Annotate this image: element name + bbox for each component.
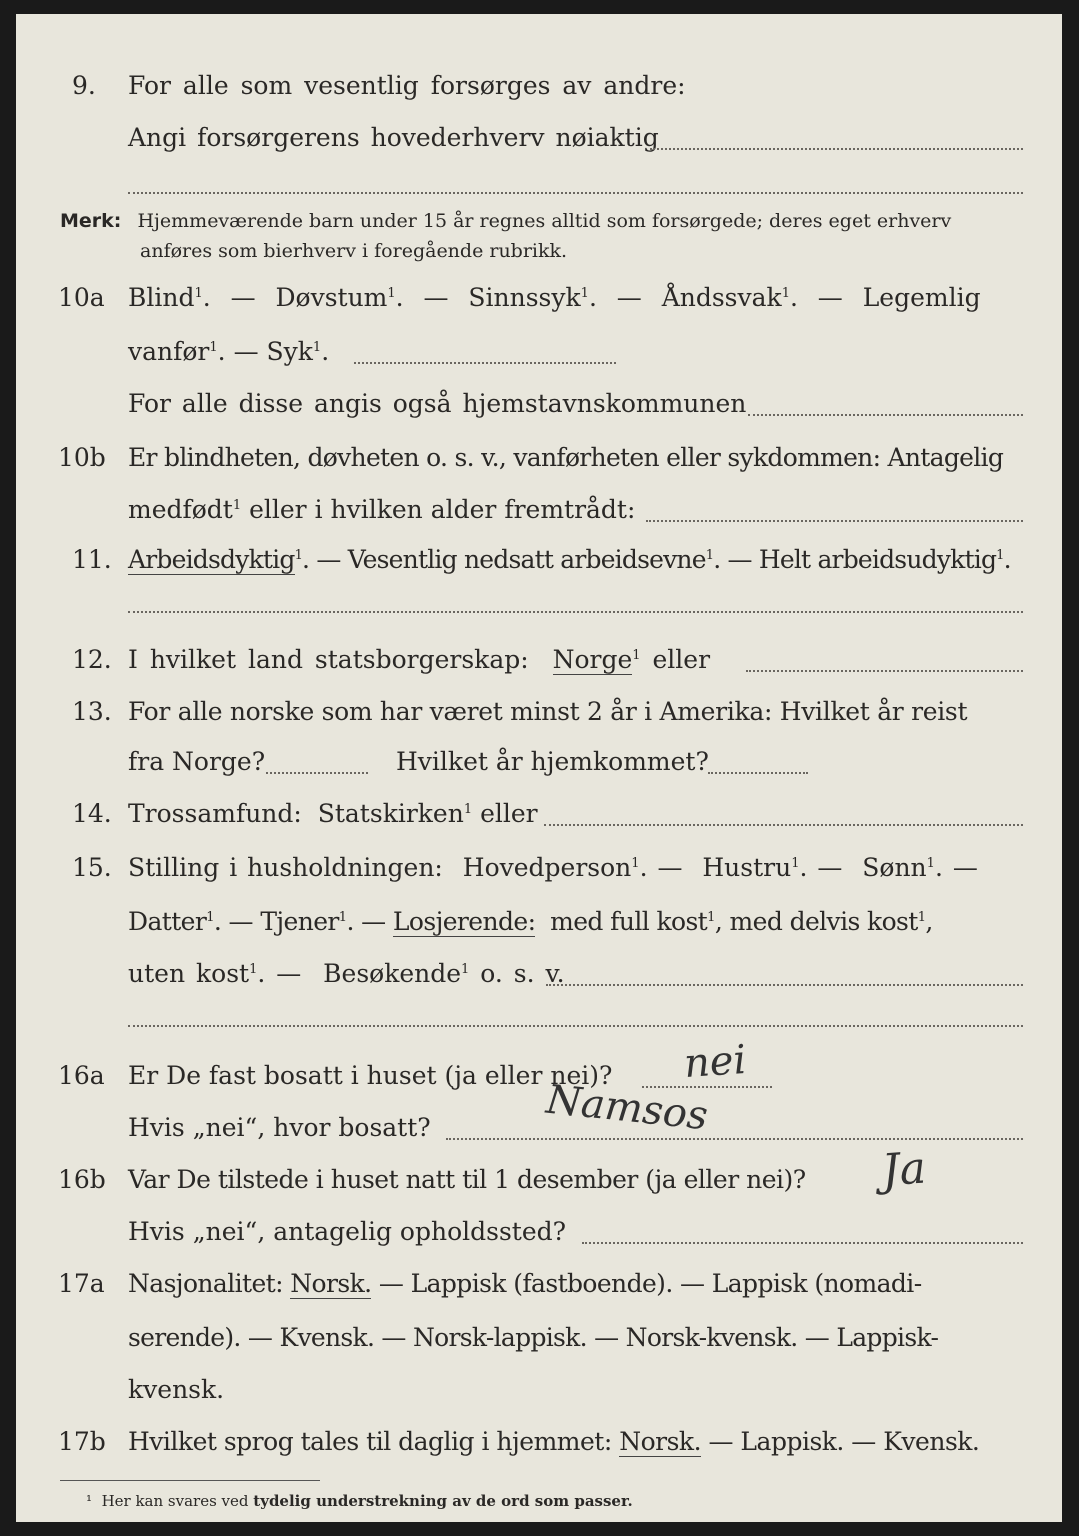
q14-text: Trossamfund: <box>128 799 302 828</box>
q10a-options-2: vanfør$^1$. — Syk$^1$. <box>128 337 330 366</box>
note-text-1: Hjemmeværende barn under 15 år regnes alltid som forsørgede; deres eget erhverv <box>137 210 952 232</box>
q15-options-1: Stilling i husholdningen: Hovedperson$^1$. — Hustru$^1$. — Sønn$^1$. — <box>128 853 978 882</box>
q12-opt-norge: Norge <box>552 645 633 674</box>
q11-options: Arbeidsdyktig$^1$. — Vesentlig nedsatt arbeidsevne$^1$. — Helt arbeidsudyktig$^1$. <box>128 545 1011 574</box>
q16b-number: 16b <box>58 1165 106 1194</box>
q16b-line2 <box>16 1212 1062 1252</box>
q16b-handwritten-answer: Ja <box>880 1142 928 1197</box>
q17b-opt-norsk: Norsk. <box>619 1427 702 1456</box>
footnote-text-1: Her kan svares ved <box>101 1492 249 1510</box>
q10b-question: Er blindheten, døvheten o. s. v., vanførheten eller sykdommen: Antagelig <box>128 443 1004 472</box>
q12-number: 12. <box>72 645 112 674</box>
q14-line <box>16 794 1062 834</box>
q15-opt-delvis-kost: med delvis kost <box>729 907 918 936</box>
q13-line1 <box>16 692 1062 732</box>
q11-opt-arbeidsdyktig: Arbeidsdyktig <box>128 545 295 574</box>
q10a-opt-blind: Blind <box>128 283 195 312</box>
q15-opt-tjener: Tjener <box>260 907 339 936</box>
q16b-question: Var De tilstede i huset natt til 1 desember (ja eller nei)? <box>128 1165 806 1194</box>
q17a-options-2: serende). — Kvensk. — Norsk-lappisk. — Norsk-kvensk. — Lappisk- <box>128 1323 939 1352</box>
q17a-options-3: kvensk. <box>128 1375 225 1404</box>
q13-question: For alle norske som har været minst 2 år i Amerika: Hvilket år reist <box>128 697 968 726</box>
q10a-line2 <box>16 332 1062 372</box>
q10a-opt-andssvak: Åndssvak <box>661 283 782 312</box>
note-block <box>60 206 1050 266</box>
q15-line3 <box>16 954 1062 994</box>
q14-text-2: eller <box>480 799 538 828</box>
q13-question-2b: Hvilket år hjemkommet? <box>396 747 709 776</box>
q15-line2 <box>16 902 1062 942</box>
q15-answer-line[interactable] <box>546 984 1023 986</box>
q15-opt-datter: Datter <box>128 907 207 936</box>
footnote-mark: ¹ <box>86 1492 93 1510</box>
q17a-line3 <box>16 1370 1062 1410</box>
q17b-options-rest: — Lappisk. — Kvensk. <box>708 1427 980 1456</box>
q15-opt-losjerende: Losjerende: <box>392 907 536 936</box>
q12-text-2: eller <box>652 645 711 674</box>
q9-answer-line-2[interactable] <box>128 192 1023 194</box>
q16a-question-2: Hvis „nei“, hvor bosatt? <box>128 1113 431 1142</box>
q17b-number: 17b <box>58 1427 106 1456</box>
q10a-line1 <box>16 278 1062 318</box>
q15-opt-hustru: Hustru <box>702 853 792 882</box>
q16b-line1 <box>16 1142 1062 1200</box>
q14-number: 14. <box>72 799 112 828</box>
q17b-options <box>128 1422 979 1462</box>
q13-year-returned-line[interactable] <box>708 772 808 774</box>
q10a-answer-line[interactable] <box>354 362 616 364</box>
q17a-opt-norsk: Norsk. <box>290 1269 372 1298</box>
q17a-number: 17a <box>58 1269 105 1298</box>
q10a-opt-vanfor: vanfør <box>128 337 210 366</box>
q16a-handwritten-residence: Namsos <box>544 1076 710 1140</box>
q15-line1 <box>16 848 1062 888</box>
q17b-line <box>16 1422 1062 1462</box>
q14-opt-statskirken: Statskirken <box>317 799 464 828</box>
q17a-line2 <box>16 1318 1062 1358</box>
q15-options-3: uten kost$^1$. — Besøkende$^1$ o. s. v. <box>128 959 565 988</box>
q15-opt-hovedperson: Hovedperson <box>462 853 632 882</box>
footnote-text-2: tydelig understrekning av de ord som passer. <box>253 1492 633 1510</box>
q9-question-2: Angi forsørgerens hovederhverv nøiaktig <box>128 123 659 152</box>
q9-line1 <box>16 66 1062 106</box>
q12-text: I hvilket land statsborgerskap: <box>128 645 529 674</box>
q13-line2 <box>16 742 1062 782</box>
q15-opt-full-kost: med full kost <box>550 907 708 936</box>
q15-text: Stilling i husholdningen: <box>128 853 443 882</box>
q17b-text: Hvilket sprog tales til daglig i hjemmet: <box>128 1427 612 1456</box>
q10b-answer-line[interactable] <box>646 520 1023 522</box>
q10a-line3 <box>16 384 1062 424</box>
q12-answer-line[interactable] <box>746 670 1023 672</box>
q10a-options: Blind$^1$. — Døvstum$^1$. — Sinnssyk$^1$. — Åndssvak$^1$. — Legemlig <box>128 283 981 312</box>
q16a-line2 <box>16 1076 1062 1148</box>
q16b-question-2: Hvis „nei“, antagelig opholdssted? <box>128 1217 567 1246</box>
q10b-line1 <box>16 438 1062 478</box>
q10b-question-2: medfødt$^1$ eller i hvilken alder fremtrådt: <box>128 495 636 524</box>
q9-number: 9. <box>72 71 96 100</box>
q13-year-left-line[interactable] <box>266 772 368 774</box>
q13-number: 13. <box>72 697 112 726</box>
q14-question: Trossamfund: Statskirken$^1$ eller <box>128 799 538 828</box>
q10a-opt-syk: Syk <box>266 337 313 366</box>
q12-question: I hvilket land statsborgerskap: Norge$^1$ eller <box>128 645 711 674</box>
q17a-text: Nasjonalitet: <box>128 1269 283 1298</box>
q16a-line1 <box>16 1036 1062 1096</box>
q15-opt-uten-kost: uten kost <box>128 959 250 988</box>
q10b-opt-medfodt: medfødt <box>128 495 233 524</box>
q10a-opt-legemlig: Legemlig <box>862 283 981 312</box>
q9-line2 <box>16 118 1062 158</box>
q15-number: 15. <box>72 853 112 882</box>
q15-opt-sonn: Sønn <box>862 853 927 882</box>
q17a-options-1 <box>128 1264 922 1304</box>
q10a-question-3: For alle disse angis også hjemstavnskommunen <box>128 389 747 418</box>
q16a-residence-line[interactable] <box>446 1138 1023 1140</box>
q15-answer-line-2[interactable] <box>128 1025 1023 1027</box>
q9-answer-line[interactable] <box>650 148 1023 150</box>
q10a-number: 10a <box>58 283 105 312</box>
q10a-opt-dovstum: Døvstum <box>275 283 388 312</box>
note-text-2: anføres som bierhverv i foregående rubrikk. <box>140 240 568 262</box>
q10b-number: 10b <box>58 443 106 472</box>
q10a-opt-sinnssyk: Sinnssyk <box>468 283 581 312</box>
q17a-line1 <box>16 1264 1062 1304</box>
q15-text-3: o. s. v. <box>480 959 565 988</box>
q11-answer-line[interactable] <box>128 611 1023 613</box>
q10a-hometown-line[interactable] <box>748 414 1023 416</box>
q12-line <box>16 640 1062 680</box>
q11-line <box>16 540 1062 580</box>
q9-question: For alle som vesentlig forsørges av andre: <box>128 71 686 100</box>
q16a-handwritten-answer: nei <box>682 1036 748 1088</box>
q10b-text: eller i hvilken alder fremtrådt: <box>249 495 636 524</box>
note-label: Merk: <box>60 210 122 232</box>
q16a-question: Er De fast bosatt i huset (ja eller nei)? <box>128 1061 613 1090</box>
q17a-options-rest: — Lappisk (fastboende). — Lappisk (nomadi- <box>378 1269 922 1298</box>
census-form-page <box>16 14 1062 1522</box>
q14-answer-line[interactable] <box>544 824 1023 826</box>
q11-opt-nedsatt: Vesentlig nedsatt arbeidsevne <box>347 545 706 574</box>
footnote <box>86 1492 633 1510</box>
q15-opt-besokende: Besøkende <box>323 959 462 988</box>
q15-options-2: Datter$^1$. — Tjener$^1$. — Losjerende: med full kost$^1$, med delvis kost$^1$, <box>128 907 933 936</box>
q10b-line2 <box>16 490 1062 530</box>
footnote-rule <box>60 1480 320 1481</box>
q16a-number: 16a <box>58 1061 105 1090</box>
q13-question-2a: fra Norge? <box>128 747 266 776</box>
q16b-answer-line[interactable] <box>582 1242 1023 1244</box>
q11-opt-udyktig: Helt arbeidsudyktig <box>758 545 997 574</box>
q11-number: 11. <box>72 545 112 574</box>
